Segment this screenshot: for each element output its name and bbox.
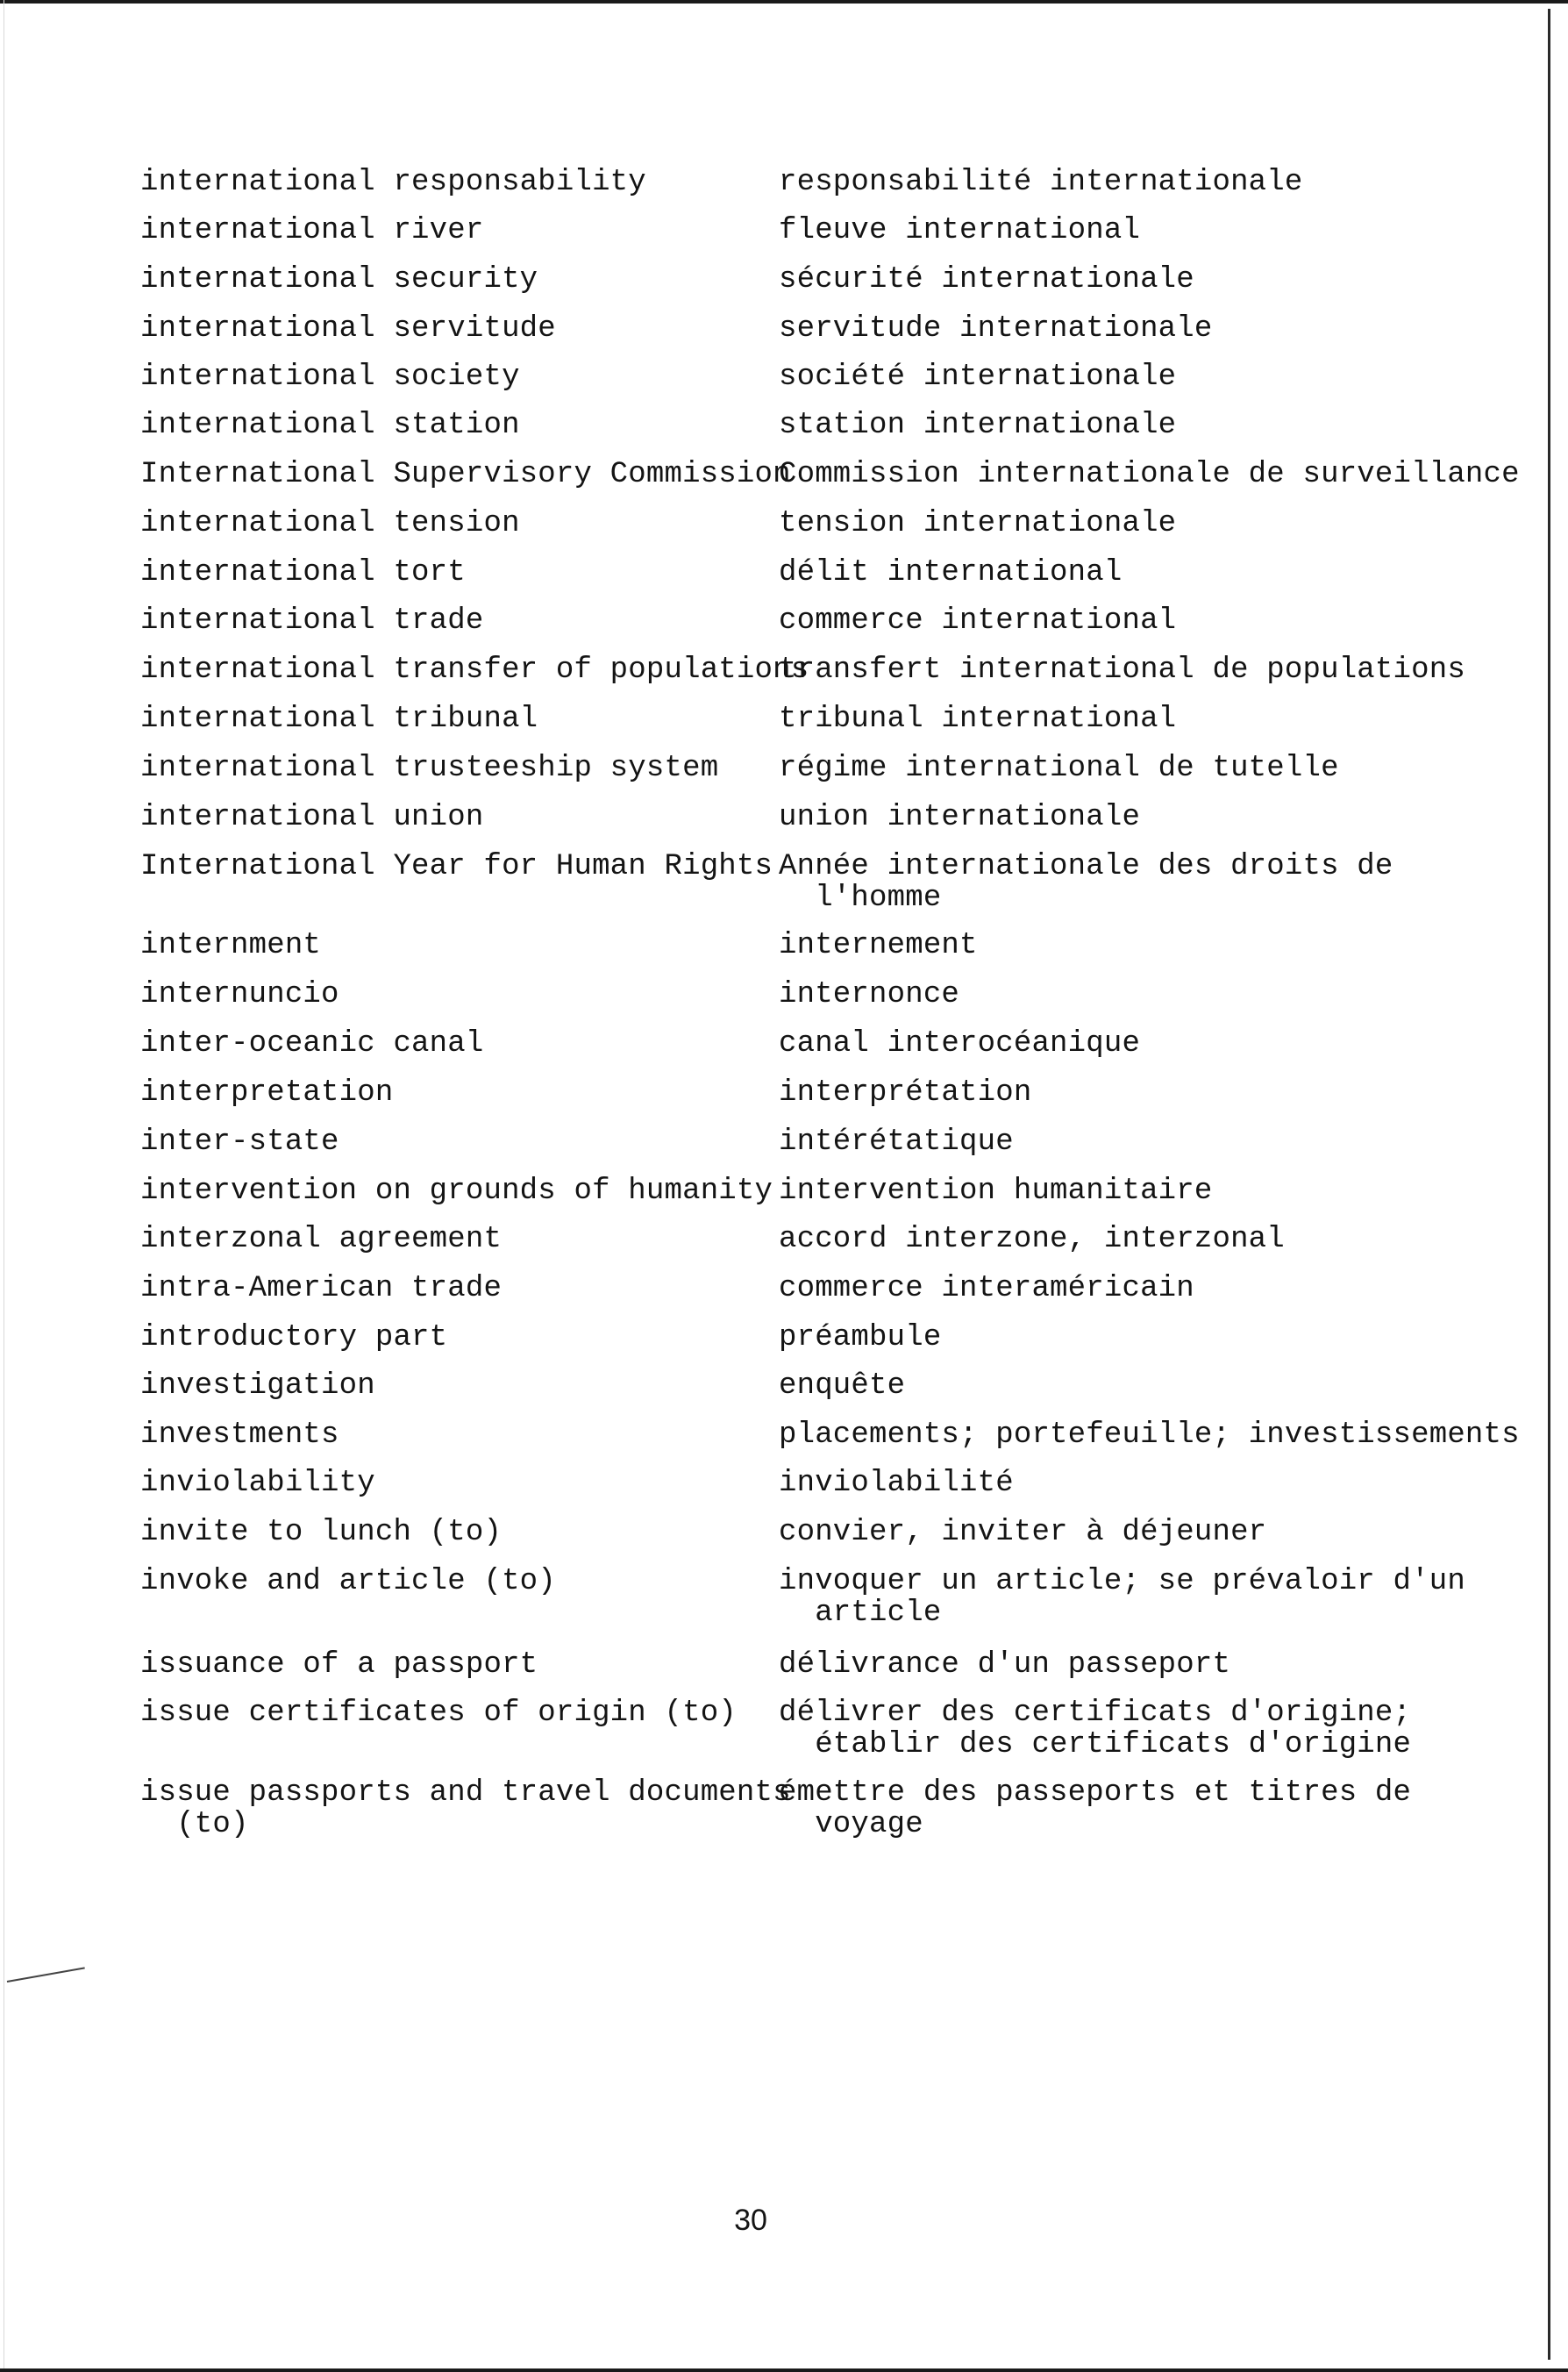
glossary-term: international transfer of populations (140, 654, 809, 687)
glossary-term: international river (140, 214, 484, 247)
glossary-translation: transfert international de populations (779, 654, 1465, 687)
glossary-term: intervention on grounds of humanity (140, 1175, 773, 1208)
glossary-term: issue passports and travel documents (to) (140, 1776, 791, 1841)
glossary-translation: commerce international (779, 604, 1177, 638)
glossary-term: introductory part (140, 1321, 448, 1354)
page-border-top (0, 0, 1568, 4)
glossary-translation: placements; portefeuille; investissements (779, 1418, 1520, 1452)
glossary-term: International Year for Human Rights (140, 850, 773, 883)
glossary-translation: responsabilité internationale (779, 166, 1303, 199)
glossary-translation: internement (779, 929, 978, 962)
glossary-translation: délit international (779, 556, 1123, 589)
glossary-term: investigation (140, 1369, 375, 1403)
margin-pen-mark (7, 1967, 85, 1983)
glossary-term: interpretation (140, 1076, 394, 1110)
glossary-translation: régime international de tutelle (779, 752, 1339, 785)
glossary-term: invoke and article (to) (140, 1565, 556, 1598)
glossary-translation: convier, inviter à déjeuner (779, 1516, 1267, 1549)
glossary-translation: station internationale (779, 409, 1177, 442)
glossary-translation: inviolabilité (779, 1467, 1014, 1500)
glossary-term: internuncio (140, 978, 339, 1011)
glossary-translation: enquête (779, 1369, 906, 1403)
glossary-term: international tension (140, 507, 520, 540)
glossary-term: inviolability (140, 1467, 375, 1500)
page-border-bottom (0, 2368, 1568, 2372)
glossary-term: internment (140, 929, 322, 962)
glossary-translation: intérétatique (779, 1125, 1014, 1159)
glossary-translation: union internationale (779, 801, 1141, 834)
glossary-translation: commerce interaméricain (779, 1272, 1194, 1305)
glossary-term: interzonal agreement (140, 1223, 502, 1256)
glossary-translation: tribunal international (779, 703, 1177, 736)
glossary-term: international society (140, 361, 520, 394)
glossary-term: international servitude (140, 312, 556, 346)
glossary-translation: internonce (779, 978, 960, 1011)
glossary-translation: Année internationale des droits de l'homme (779, 850, 1393, 915)
glossary-translation: intervention humanitaire (779, 1175, 1213, 1208)
glossary-term: intra-American trade (140, 1272, 502, 1305)
glossary-term: international trade (140, 604, 484, 638)
glossary-term: issuance of a passport (140, 1648, 538, 1682)
page-number: 30 (734, 2204, 767, 2237)
glossary-translation: sécurité internationale (779, 263, 1194, 296)
glossary-translation: délivrance d'un passeport (779, 1648, 1231, 1682)
glossary-translation: interprétation (779, 1076, 1032, 1110)
glossary-term: international union (140, 801, 484, 834)
glossary-term: international trusteeship system (140, 752, 719, 785)
glossary-term: international tort (140, 556, 466, 589)
glossary-term: international security (140, 263, 538, 296)
glossary-term: invite to lunch (to) (140, 1516, 502, 1549)
glossary-term: inter-oceanic canal (140, 1027, 484, 1061)
glossary-translation: Commission internationale de surveillance (779, 458, 1520, 491)
page-border-right (1548, 9, 1550, 2360)
glossary-term: international tribunal (140, 703, 538, 736)
glossary-translation: servitude internationale (779, 312, 1213, 346)
glossary-translation: délivrer des certificats d'origine; établir des certificats d'origine (779, 1697, 1412, 1761)
glossary-translation: émettre des passeports et titres de voyage (779, 1776, 1412, 1841)
glossary-translation: canal interocéanique (779, 1027, 1141, 1061)
glossary-translation: fleuve international (779, 214, 1141, 247)
glossary-translation: invoquer un article; se prévaloir d'un article (779, 1565, 1465, 1630)
glossary-term: international responsability (140, 166, 646, 199)
glossary-term: international station (140, 409, 520, 442)
glossary-term: investments (140, 1418, 339, 1452)
glossary-term: inter-state (140, 1125, 339, 1159)
glossary-term: International Supervisory Commission (140, 458, 791, 491)
glossary-translation: préambule (779, 1321, 942, 1354)
glossary-translation: tension internationale (779, 507, 1177, 540)
glossary-term: issue certificates of origin (to) (140, 1697, 737, 1730)
glossary-translation: accord interzone, interzonal (779, 1223, 1285, 1256)
glossary-translation: société internationale (779, 361, 1177, 394)
